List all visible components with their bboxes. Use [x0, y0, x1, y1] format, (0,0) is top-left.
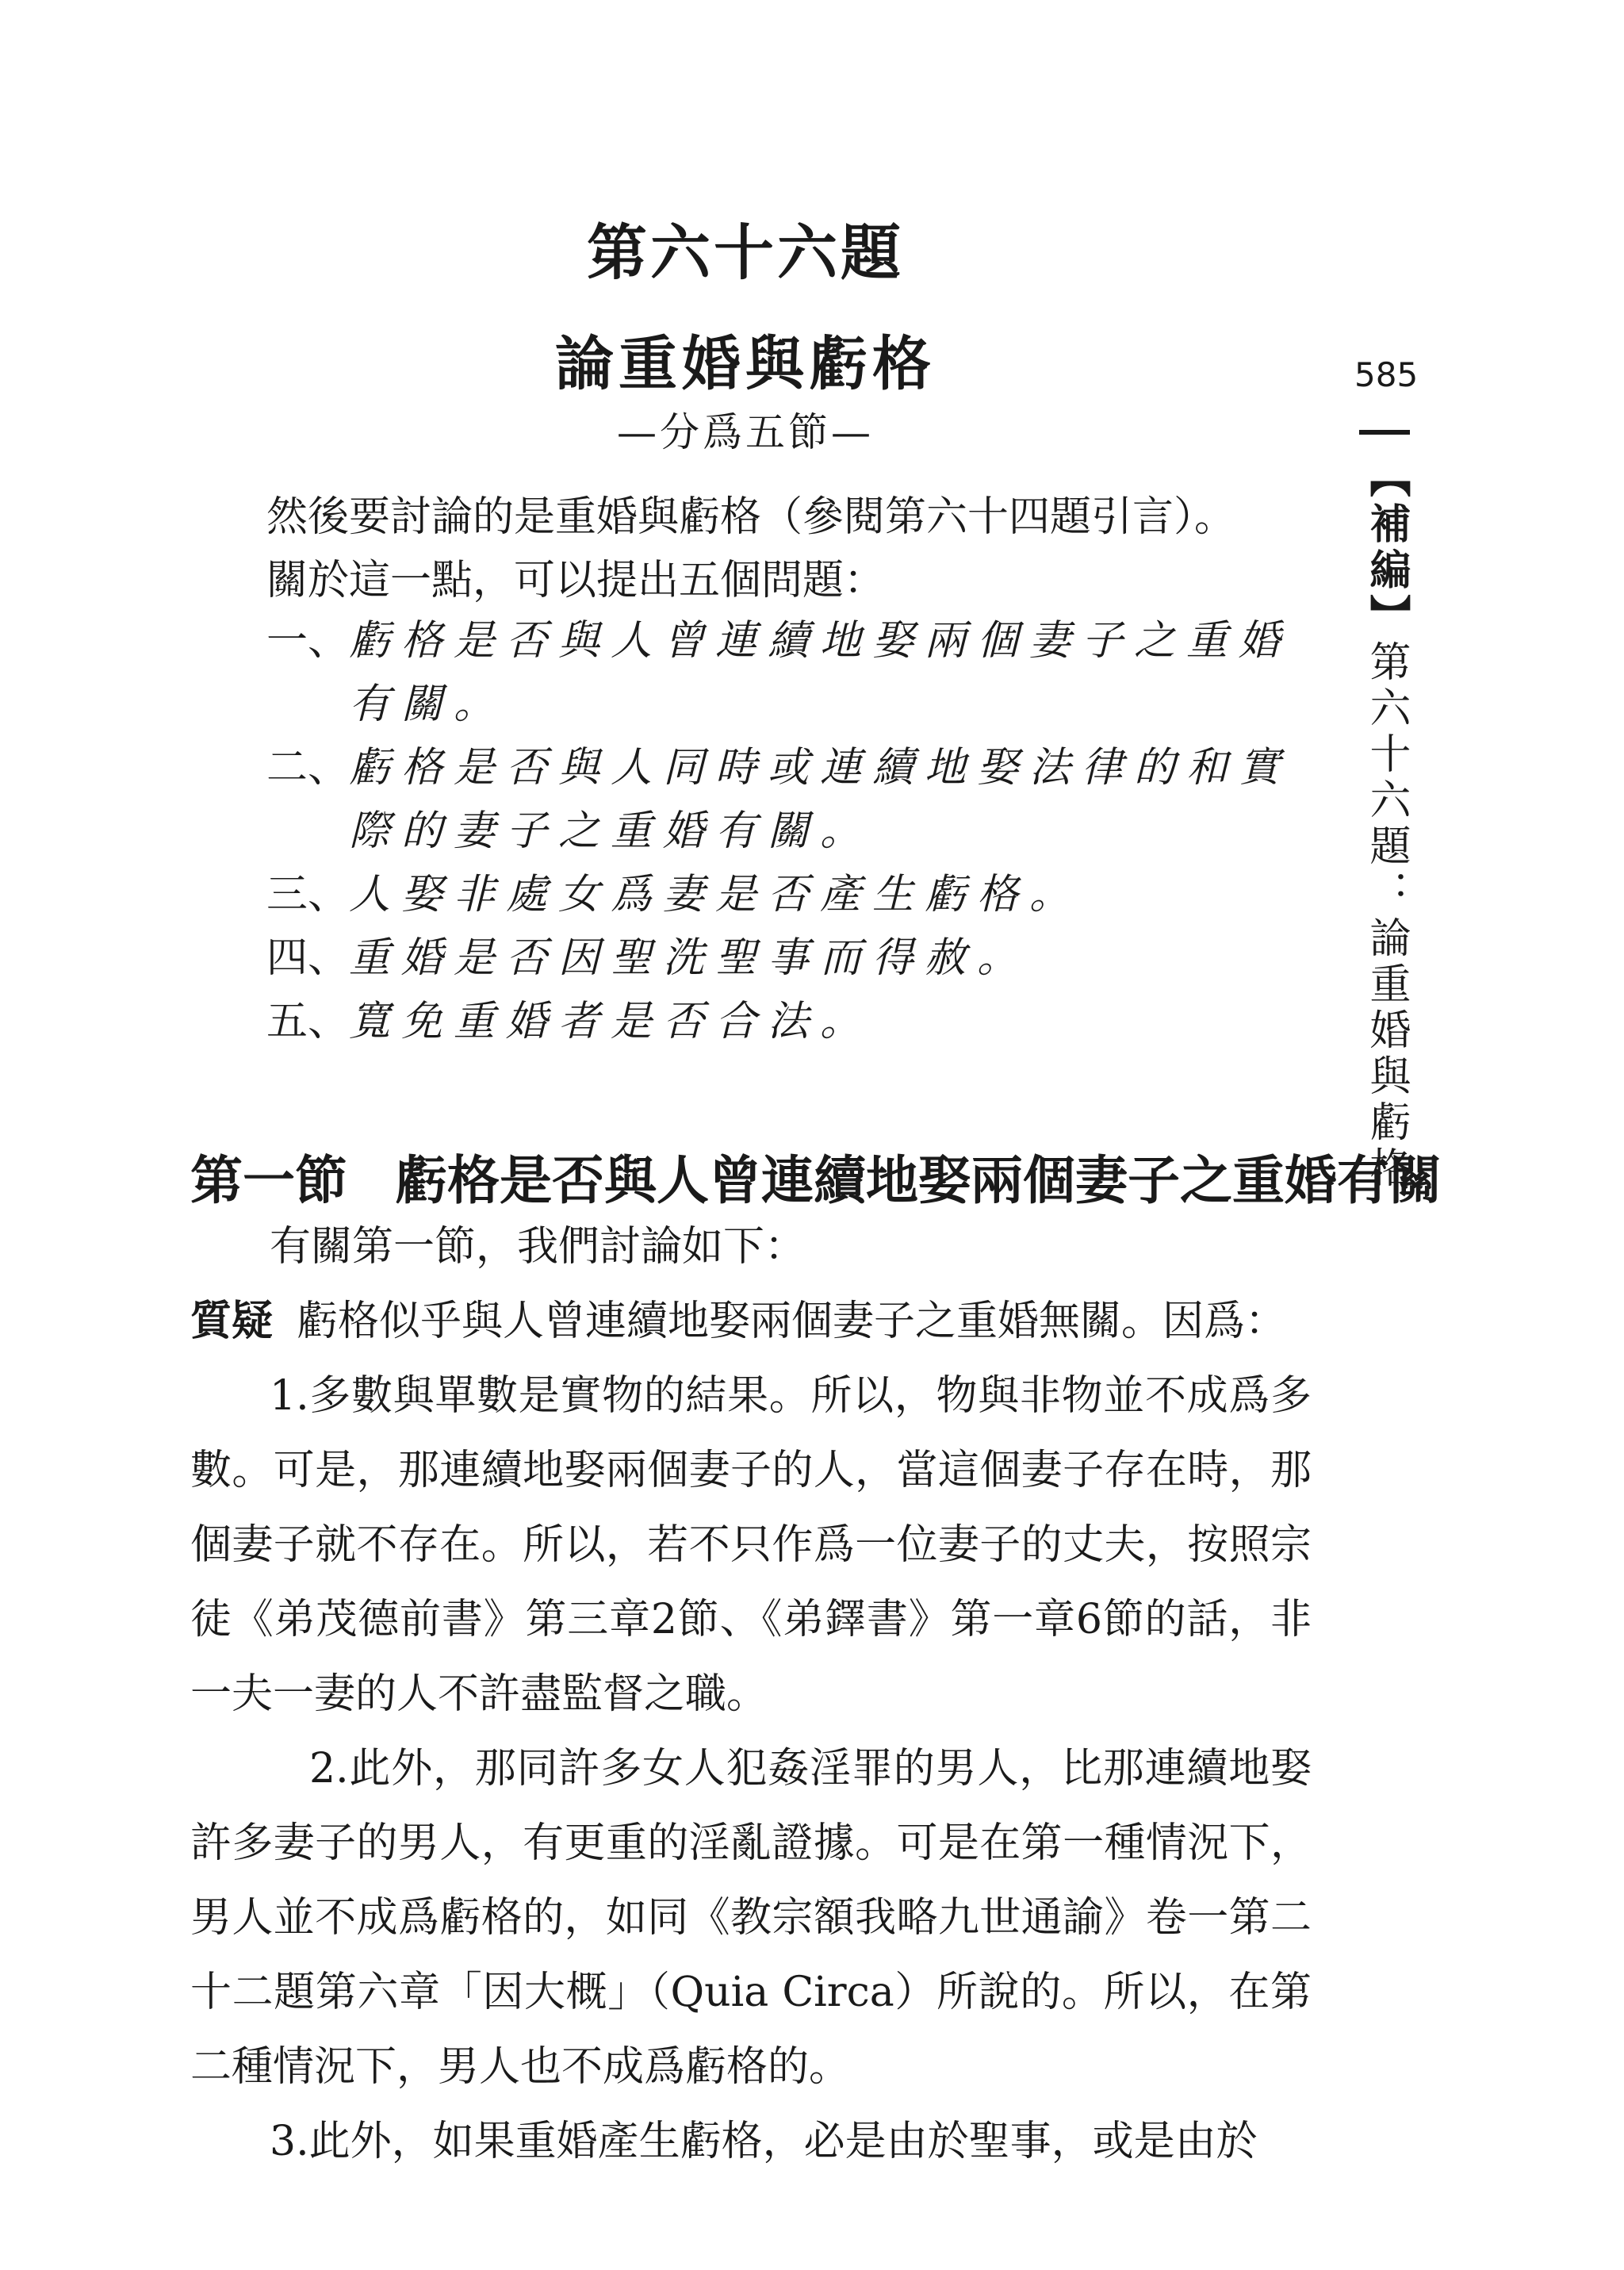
- chapter-title: 第六十六題: [587, 217, 904, 288]
- header-rule: [1359, 430, 1410, 435]
- question-list: [266, 609, 1329, 1053]
- question-text: 寬免重婚者是否合法。: [349, 998, 873, 1045]
- page-number: 585: [1354, 355, 1419, 394]
- question-item: [266, 926, 1329, 990]
- section-lead: 有關第一節，我們討論如下：: [270, 1223, 806, 1271]
- intro-line: 然後要討論的是重婚與虧格（參閱第六十四題引言）。: [266, 493, 1236, 541]
- question-number: 四、: [266, 934, 350, 982]
- argument-paragraph: 2.此外，那同許多女人犯姦淫罪的男人，比那連續地娶許多妻子的男人，有更重的淫亂證據。可是在第一種情況下，男人並不成爲虧格的，如同《教宗額我略九世通諭》卷一第二十二題第六章「因大概」（Quia Circa）所說的。所以，在第二種情況下，男人也不成爲虧格的。: [190, 1745, 1312, 2091]
- question-text: 虧格是否與人曾連續地娶兩個妻子之重婚有關。: [349, 617, 1292, 728]
- question-item: [266, 736, 1329, 863]
- objection-text: 虧格似乎與人曾連續地娶兩個妻子之重婚無關。因爲：: [297, 1298, 1287, 1345]
- question-number: 二、: [266, 744, 350, 792]
- question-text: 人娶非處女爲妻是否產生虧格。: [349, 871, 1082, 918]
- objection-label: 質疑: [190, 1298, 274, 1345]
- argument-paragraph: 1.多數與單數是實物的結果。所以，物與非物並不成爲多數。可是，那連續地娶兩個妻子的人，當這個妻子存在時，那個妻子就不存在。所以，若不只作爲一位妻子的丈夫，按照宗徒《弟茂德前書》第三章2節、《弟鐸書》第一章6節的話，非一夫一妻的人不許盡監督之職。: [190, 1372, 1312, 1718]
- objection-paragraph: [190, 1284, 1312, 1359]
- section-heading: [190, 1138, 1442, 1214]
- intro-line: 關於這一點，可以提出五個問題：: [266, 557, 886, 604]
- question-number: 五、: [266, 998, 350, 1045]
- question-text: 重婚是否因聖洗聖事而得赦。: [349, 934, 1030, 982]
- sections-note: —分爲五節—: [617, 409, 874, 455]
- section-number: 第一節: [190, 1149, 347, 1211]
- question-number: 一、: [266, 617, 350, 665]
- question-item: [266, 863, 1329, 926]
- question-item: [266, 609, 1329, 736]
- running-head-text: 第六十六題：論重婚與虧格: [1362, 640, 1410, 1192]
- argument-paragraph: 3.此外，如果重婚產生虧格，必是由於聖事，或是由於: [270, 2118, 1258, 2165]
- section-title: 虧格是否與人曾連續地娶兩個妻子之重婚有關: [395, 1149, 1442, 1211]
- question-text: 虧格是否與人同時或連續地娶法律的和實際的妻子之重婚有關。: [349, 744, 1292, 855]
- intro-block: [266, 485, 1235, 612]
- running-head-bracket: 【補編】: [1362, 456, 1411, 640]
- question-title: 論重婚與虧格: [555, 330, 936, 398]
- question-number: 三、: [266, 871, 350, 918]
- running-head: [1358, 456, 1415, 1192]
- question-item: [266, 990, 1329, 1053]
